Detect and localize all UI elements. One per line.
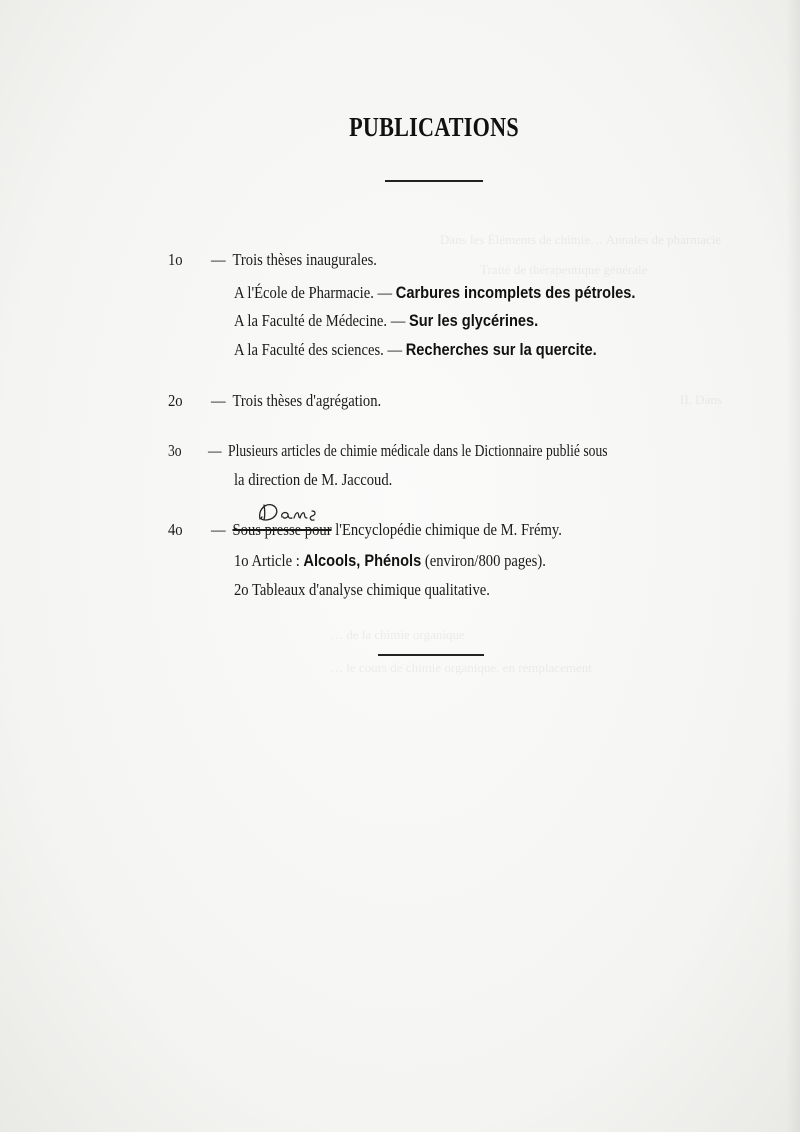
struck-text: Sous presse pour bbox=[232, 520, 332, 539]
item-text: Trois thèses inaugurales. bbox=[232, 250, 377, 269]
subitem-prefix: A la Faculté de Médecine. — bbox=[234, 311, 406, 330]
publication-item-3 bbox=[168, 441, 608, 461]
bleed-through-text: Traité de thérapeutique générale bbox=[480, 262, 648, 277]
title-rule bbox=[385, 180, 483, 182]
publication-item-2 bbox=[168, 391, 381, 411]
subitem-prefix: 2o Tableaux d'analyse chimique qualitative. bbox=[234, 580, 490, 599]
subitem-title: Recherches sur la quercite. bbox=[405, 340, 597, 359]
subitem-prefix: A l'École de Pharmacie. — bbox=[234, 283, 393, 302]
bleed-through-text: … le cours de chimie organique, en remplacement bbox=[330, 660, 592, 675]
item-dash: — bbox=[211, 391, 226, 410]
item-number: 3o bbox=[168, 441, 182, 460]
page-edge-shadow bbox=[786, 0, 800, 1132]
subitem-title: Carbures incomplets des pétroles. bbox=[395, 283, 636, 302]
publication-item-1 bbox=[168, 250, 377, 270]
item-number: 1o bbox=[168, 250, 183, 269]
subitem-prefix: 1o Article : bbox=[234, 551, 300, 570]
item-text: Trois thèses d'agrégation. bbox=[232, 391, 382, 410]
subitem-suffix: (environ/800 pages). bbox=[424, 551, 546, 570]
item-text: Plusieurs articles de chimie médicale dans le Dictionnaire publié sous bbox=[228, 441, 608, 460]
subitem-prefix: A la Faculté des sciences. — bbox=[234, 340, 403, 359]
closing-rule bbox=[378, 654, 484, 656]
subitem-title: Alcools, Phénols bbox=[303, 551, 422, 570]
publication-subitem bbox=[234, 340, 597, 360]
publication-item-4 bbox=[168, 520, 562, 540]
item-text: l'Encyclopédie chimique de M. Frémy. bbox=[335, 520, 562, 539]
bleed-through-text: … de la chimie organique bbox=[330, 627, 465, 642]
bleed-through-text: Dans les Éléments de chimie… Annales de pharmacie bbox=[440, 232, 722, 247]
publication-item-3-continuation: la direction de M. Jaccoud. bbox=[234, 470, 393, 489]
item-number: 4o bbox=[168, 520, 183, 539]
handwritten-correction bbox=[254, 497, 326, 525]
subitem-title: Sur les glycérines. bbox=[408, 311, 539, 330]
item-number: 2o bbox=[168, 391, 183, 410]
bleed-through-text: II. Dans bbox=[680, 392, 722, 407]
item-dash: — bbox=[211, 250, 226, 269]
page-title: PUBLICATIONS bbox=[349, 112, 519, 142]
publication-subitem bbox=[234, 580, 490, 600]
item-dash: — bbox=[208, 441, 222, 460]
publication-subitem bbox=[234, 283, 635, 303]
publication-subitem bbox=[234, 551, 546, 571]
item-dash: — bbox=[211, 520, 226, 539]
publication-subitem bbox=[234, 311, 538, 331]
